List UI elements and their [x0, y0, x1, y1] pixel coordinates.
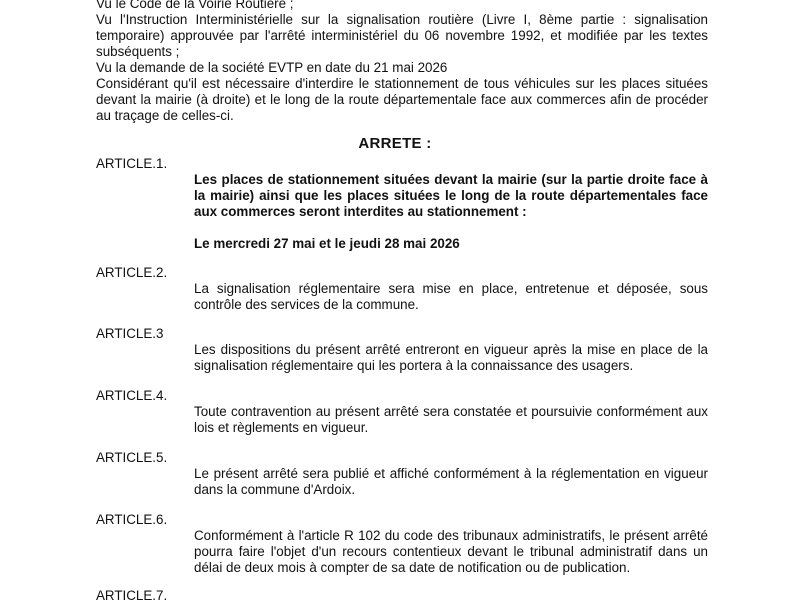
article-1-label: ARTICLE.1.: [96, 156, 168, 171]
article-2-text: La signalisation réglementaire sera mise en place, entretenue et déposée, sous contrôle des services de la commune.: [194, 281, 708, 312]
article-1-body: [194, 172, 708, 252]
article-5-label: ARTICLE.5.: [96, 450, 168, 465]
article-1-date: Le mercredi 27 mai et le jeudi 28 mai 2026: [194, 236, 460, 251]
article-5-text: Le présent arrêté sera publié et affiché conformément à la réglementation en vigueur dans la commune d'Ardoix.: [194, 466, 708, 497]
article-4-label: ARTICLE.4.: [96, 388, 168, 403]
article-1-text: Les places de stationnement situées devant la mairie (sur la partie droite face à la mairie) ainsi que les places situées le long de la route départementales face aux commerces seront interdites au stationnement :: [194, 172, 708, 219]
article-6-label: ARTICLE.6.: [96, 512, 168, 527]
article-3-label: ARTICLE.3: [96, 326, 164, 341]
decree-title: ARRETE :: [358, 135, 432, 152]
preamble-line: Considérant qu'il est nécessaire d'interdire le stationnement de tous véhicules sur les places situées devant la mairie (à droite) et le long de la route départementale face aux commerces afin de procéder au traçage de celles-ci.: [96, 76, 708, 123]
preamble-line: Vu le Code de la Voirie Routière ;: [96, 0, 294, 11]
preamble-line: Vu l'Instruction Interministérielle sur la signalisation routière (Livre I, 8ème partie : signalisation temporaire) approuvée par l'arrêté interministériel du 06 novembre 1992, et modifiée par les textes subséquents ;: [96, 12, 708, 59]
article-3-text: Les dispositions du présent arrêté entreront en vigueur après la mise en place de la signalisation réglementaire qui les portera à la connaissance des usagers.: [194, 342, 708, 373]
article-4-text: Toute contravention au présent arrêté sera constatée et poursuivie conformément aux lois et règlements en vigueur.: [194, 404, 708, 435]
article-6-text: Conformément à l'article R 102 du code des tribunaux administratifs, le présent arrêté pourra faire l'objet d'un recours contentieux devant le tribunal administratif dans un délai de deux mois à compter de sa date de notification ou de publication.: [194, 528, 708, 575]
preamble-line: Vu la demande de la société EVTP en date du 21 mai 2026: [96, 60, 448, 75]
preamble: [96, 0, 708, 124]
article-2-label: ARTICLE.2.: [96, 265, 168, 280]
article-7-label: ARTICLE.7.: [96, 588, 168, 603]
